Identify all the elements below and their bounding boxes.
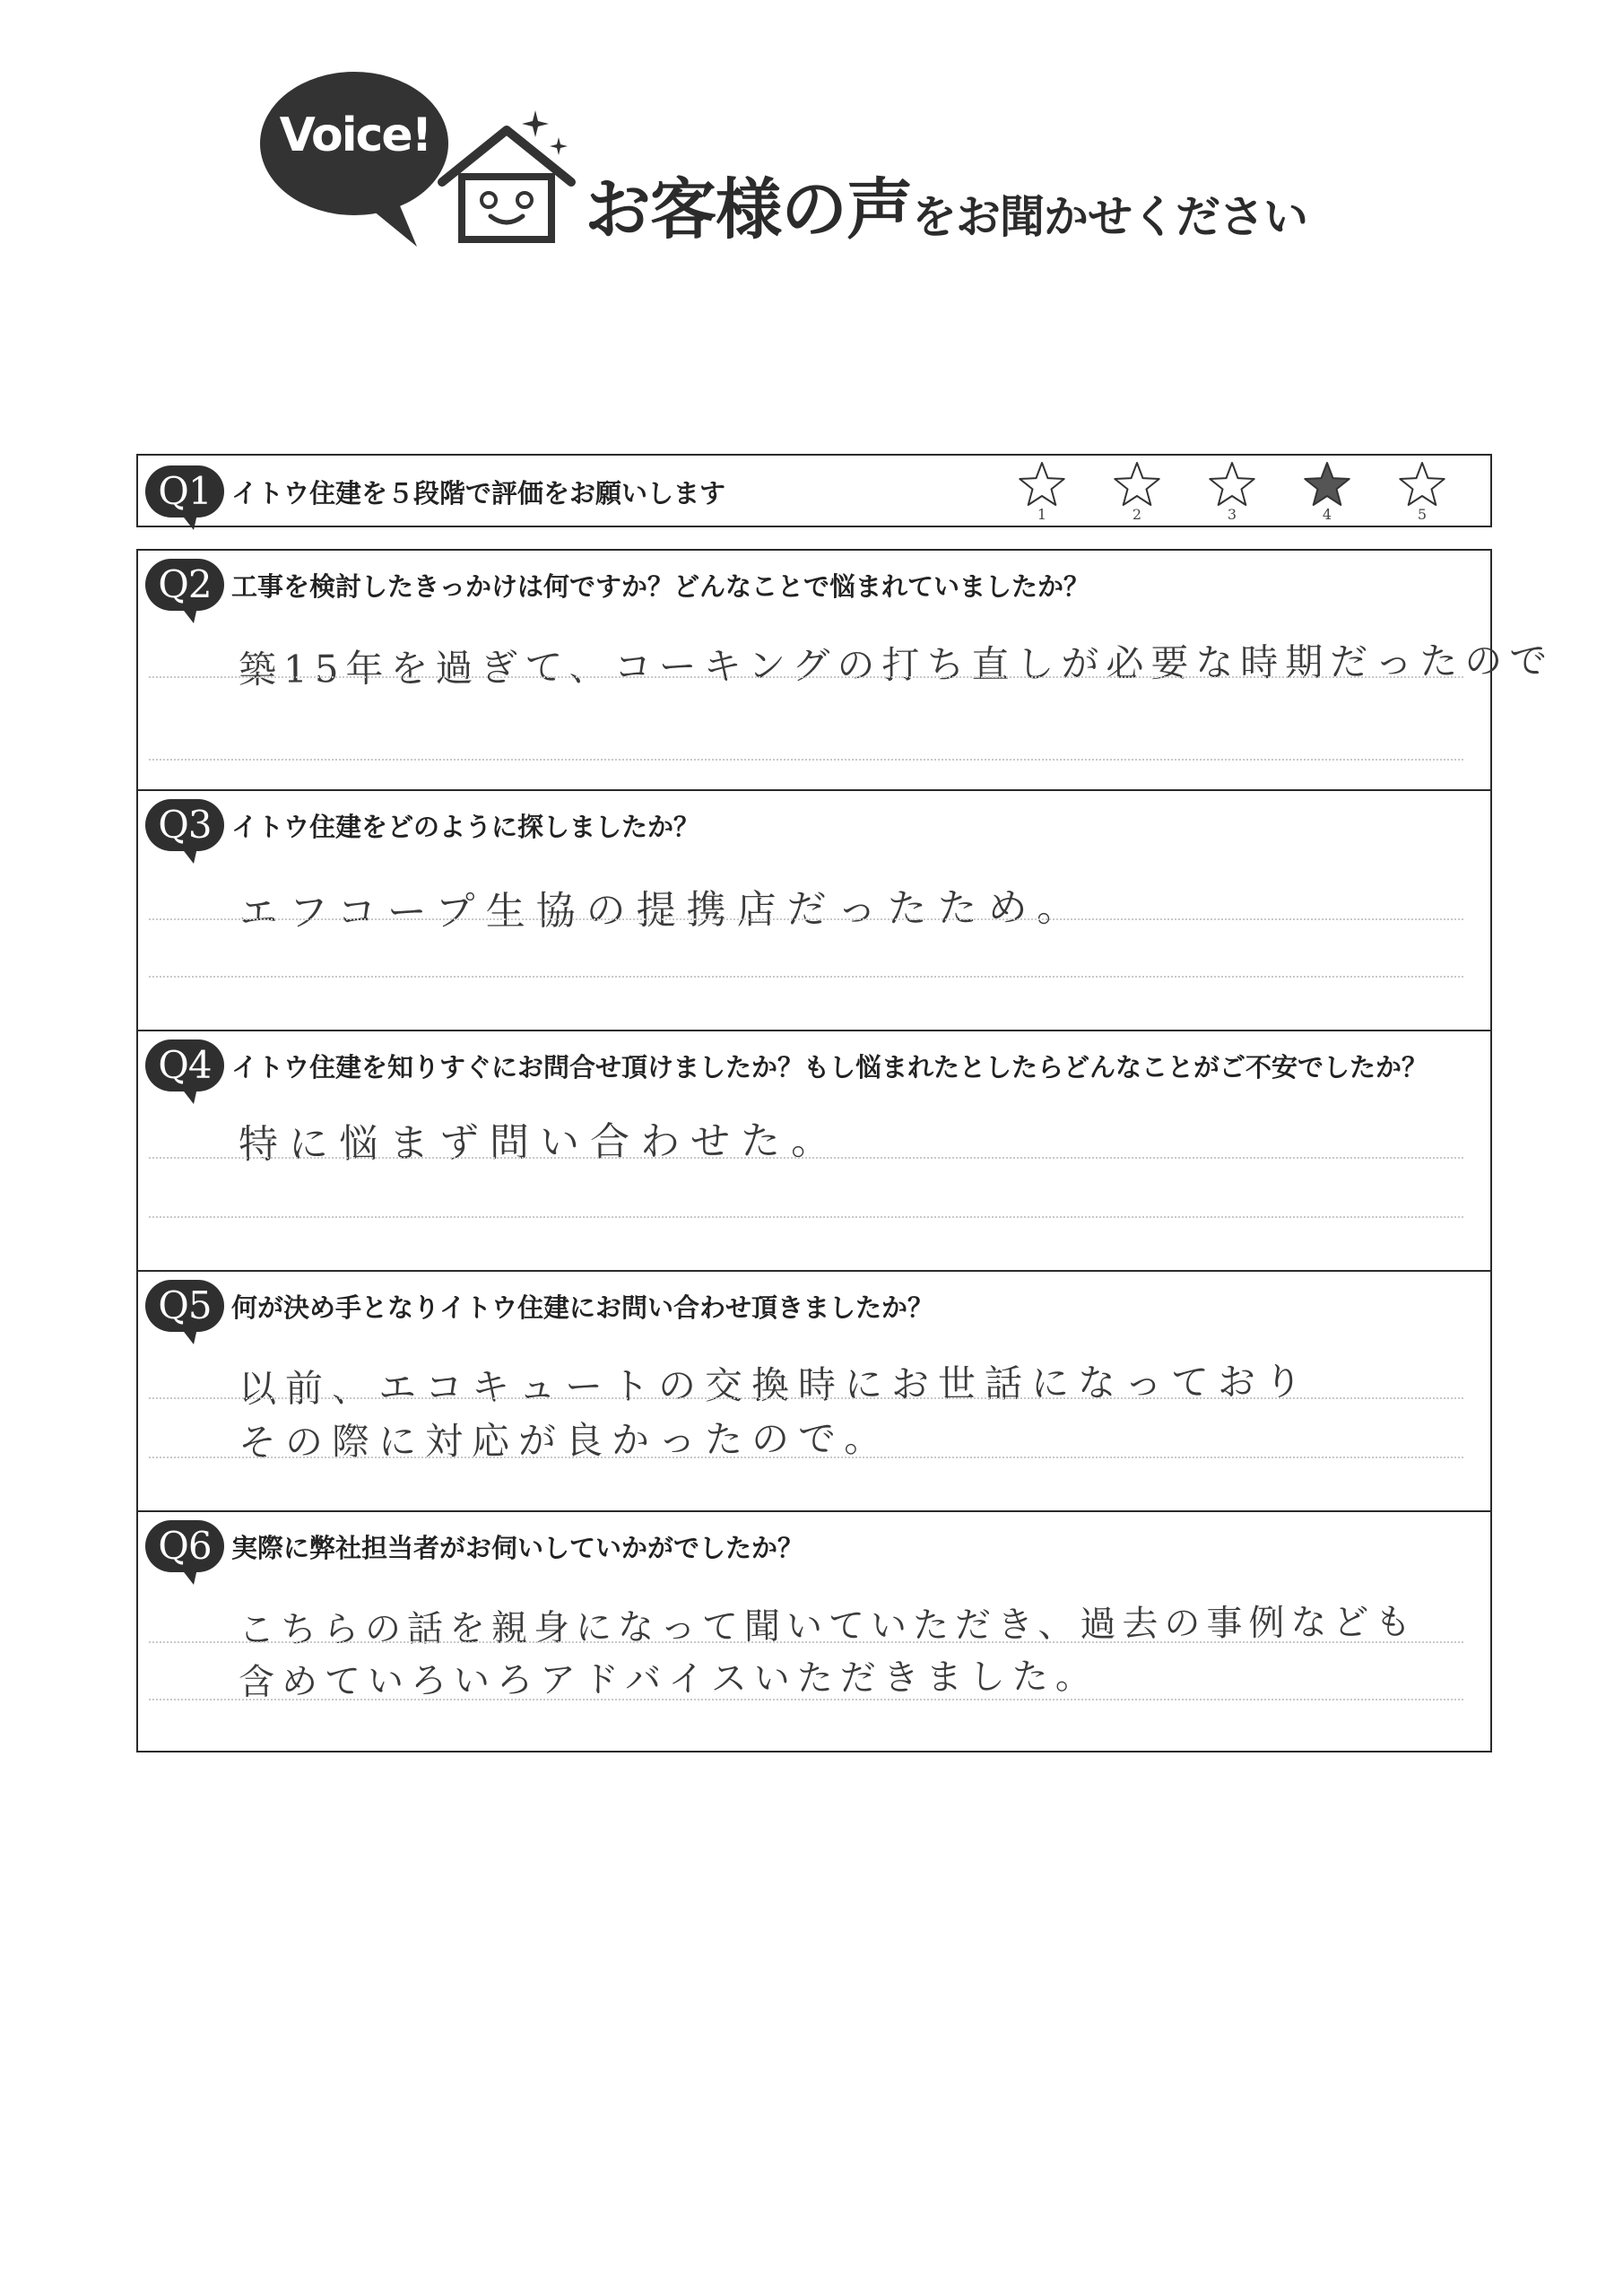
star-shape-icon: [1017, 461, 1067, 511]
answer-line: こちらの話を親身になって聞いていただき、過去の事例なども: [238, 1601, 1418, 1651]
question-badge: Q4: [145, 1039, 224, 1091]
page-header: [260, 67, 1390, 247]
question-text: 実際に弊社担当者がお伺いしていかがでしたか？: [231, 1532, 804, 1563]
question-header: [145, 465, 725, 518]
question-text: イトウ住建を知りすぐにお問合せ頂けましたか？もし悩まれたとしたらどんなことがご不安でしたか？: [231, 1051, 1428, 1083]
answer-guide-line: [149, 976, 1463, 978]
star-number: 2: [1132, 506, 1142, 523]
question-badge: Q6: [145, 1520, 224, 1572]
question-text: イトウ住建を５段階で評価をお願いします: [231, 477, 726, 509]
star-shape-icon: [1112, 461, 1162, 511]
question-badge: Q3: [145, 799, 224, 851]
question-header: [145, 798, 699, 852]
star-2-icon[interactable]: [1112, 461, 1162, 524]
question-text: 工事を検討したきっかけは何ですか？どんなことで悩まれていましたか？: [231, 570, 1090, 602]
star-shape-icon: [1397, 461, 1447, 511]
answer-guide-line: [149, 759, 1463, 761]
star-shape-icon: [1207, 461, 1257, 511]
star-rating[interactable]: [1017, 461, 1447, 524]
star-3-icon[interactable]: [1207, 461, 1257, 524]
question-header: [145, 558, 1089, 612]
title-main-part: お客様の声: [585, 171, 912, 248]
star-1-icon[interactable]: [1017, 461, 1067, 524]
question-badge: Q2: [145, 559, 224, 611]
question-header: [145, 1279, 933, 1333]
voice-badge-text: Voice!: [279, 109, 431, 162]
answer-guide-line: [149, 1699, 1463, 1700]
star-shape-icon: [1302, 461, 1352, 511]
question-2: [136, 549, 1555, 791]
answer-line: その際に対応が良かったので。: [238, 1415, 891, 1465]
star-number: 4: [1322, 506, 1332, 523]
question-3: [136, 789, 1492, 1031]
question-1: [136, 454, 1492, 527]
star-4-icon[interactable]: [1302, 461, 1352, 524]
answer-line: 築15年を過ぎて、コーキングの打ち直しが必要な時期だったので: [238, 638, 1555, 691]
question-text: イトウ住建をどのように探しましたか？: [231, 811, 700, 842]
answer-guide-line: [149, 1641, 1463, 1643]
star-number: 3: [1227, 506, 1237, 523]
star-number: 5: [1417, 506, 1428, 523]
answer-guide-line: [149, 1216, 1463, 1218]
question-header: [145, 1039, 1428, 1092]
answer-line: 含めていろいろアドバイスいただきました。: [238, 1656, 1098, 1703]
question-header: [145, 1519, 803, 1573]
answer-guide-line: [149, 676, 1463, 678]
answer-guide-line: [149, 1457, 1463, 1458]
question-5: [136, 1270, 1492, 1512]
answer-guide-line: [149, 918, 1463, 920]
question-badge: Q5: [145, 1280, 224, 1332]
question-4: [136, 1030, 1492, 1272]
answer-guide-line: [149, 1157, 1463, 1159]
question-text: 何が決め手となりイトウ住建にお問い合わせ頂きましたか？: [231, 1292, 934, 1323]
answer-line: 特に悩まず問い合わせた。: [238, 1118, 842, 1168]
question-badge: Q1: [145, 465, 224, 517]
star-5-icon[interactable]: [1397, 461, 1447, 524]
answer-line: エフコープ生協の提携店だったため。: [238, 884, 1088, 936]
title-sub-part: をお聞かせください: [912, 191, 1307, 243]
answer-line: 以前、エコキュートの交換時にお世話になっており: [238, 1359, 1312, 1411]
answer-guide-line: [149, 1397, 1463, 1399]
star-number: 1: [1037, 506, 1047, 523]
page-title: [585, 157, 1307, 252]
smiling-house-icon: [435, 103, 578, 247]
question-6: [136, 1510, 1492, 1752]
